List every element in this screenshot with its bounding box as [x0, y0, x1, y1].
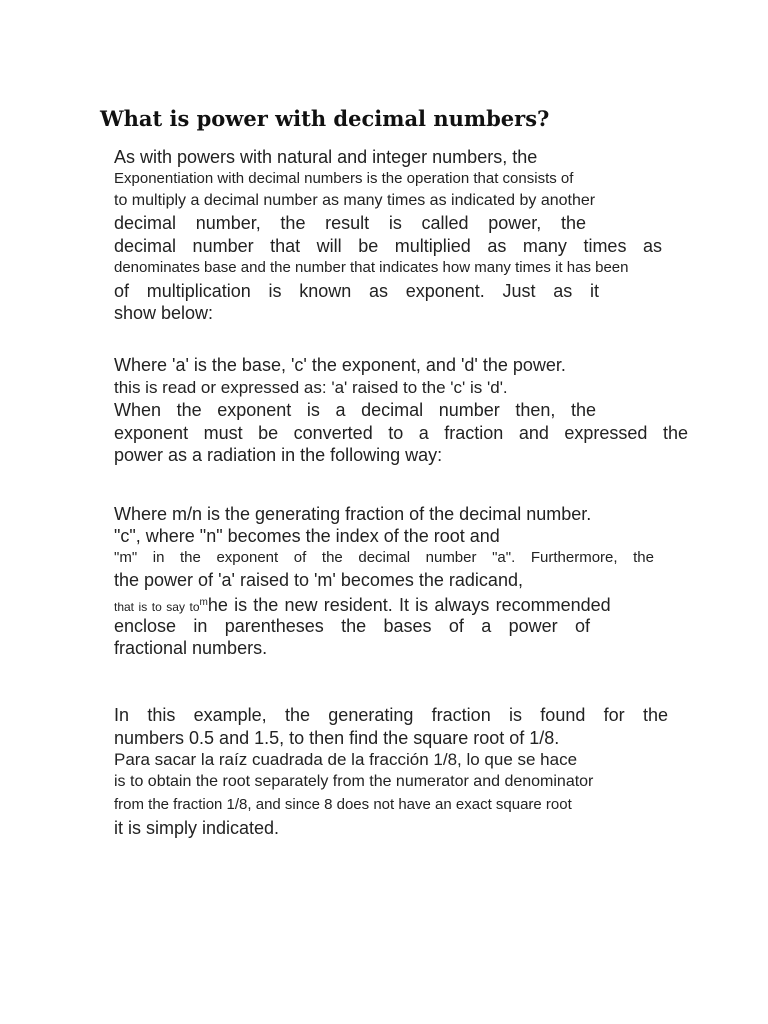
paragraph-3-line-5-text: he is the new resident. It is always recommended: [207, 595, 611, 615]
paragraph-3-line-5-small-text: that is to say to: [114, 600, 200, 614]
paragraph-3-line-4: the power of 'a' raised to 'm' becomes the radicand,: [114, 570, 523, 590]
paragraph-3-line-5-superscript: m: [199, 597, 208, 608]
paragraph-4-line-1: In this example, the generating fraction is found for the: [114, 705, 668, 725]
paragraph-1-line-5: decimal number that will be multiplied as many times as: [114, 236, 662, 256]
paragraph-4-line-5: from the fraction 1/8, and since 8 does not have an exact square root: [114, 796, 572, 813]
paragraph-1-line-4: decimal number, the result is called power, the: [114, 213, 586, 233]
paragraph-2-line-1: Where 'a' is the base, 'c' the exponent, and 'd' the power.: [114, 355, 566, 375]
paragraph-1-line-8: show below:: [114, 303, 214, 323]
page-title: What is power with decimal numbers?: [100, 106, 550, 131]
paragraph-3-line-7: fractional numbers.: [114, 638, 268, 658]
paragraph-3-line-2: "c", where "n" becomes the index of the root and: [114, 526, 500, 546]
paragraph-1-line-6: denominates base and the number that indicates how many times it has been: [114, 259, 629, 276]
paragraph-4-line-3: Para sacar la raíz cuadrada de la fracción 1/8, lo que se hace: [114, 750, 578, 769]
paragraph-3-line-5: [114, 592, 672, 616]
paragraph-2-line-4: exponent must be converted to a fraction and expressed the: [114, 423, 688, 443]
paragraph-3-line-1: Where m/n is the generating fraction of the decimal number.: [114, 504, 592, 524]
paragraph-2-line-5: power as a radiation in the following way:: [114, 445, 443, 465]
paragraph-2-line-2: this is read or expressed as: 'a' raised to the 'c' is 'd'.: [114, 378, 508, 397]
paragraph-4-line-6: it is simply indicated.: [114, 818, 280, 838]
paragraph-1-line-3: to multiply a decimal number as many times as indicated by another: [114, 192, 596, 209]
paragraph-1-line-1: As with powers with natural and integer numbers, the: [114, 147, 538, 167]
paragraph-2-line-3: When the exponent is a decimal number then, the: [114, 400, 596, 420]
paragraph-3-line-6: enclose in parentheses the bases of a power of: [114, 616, 590, 636]
paragraph-3-line-3: "m" in the exponent of the decimal number "a". Furthermore, the: [114, 549, 654, 566]
paragraph-4-line-4: is to obtain the root separately from the numerator and denominator: [114, 773, 594, 790]
paragraph-4-line-2: numbers 0.5 and 1.5, to then find the square root of 1/8.: [114, 728, 560, 748]
paragraph-1-line-2: Exponentiation with decimal numbers is the operation that consists of: [114, 170, 574, 187]
paragraph-1-line-7: of multiplication is known as exponent. Just as it: [114, 281, 599, 301]
